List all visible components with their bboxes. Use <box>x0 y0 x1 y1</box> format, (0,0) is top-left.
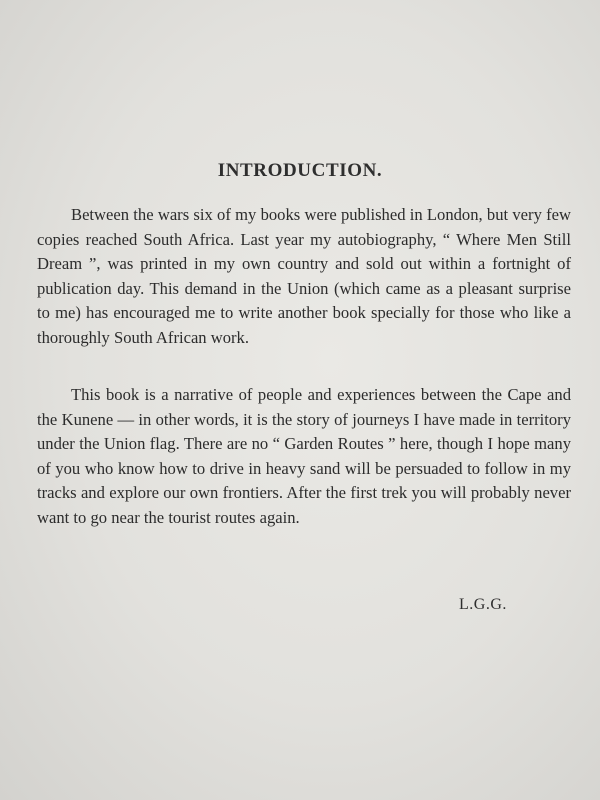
page-title: INTRODUCTION. <box>217 160 383 181</box>
paragraph-1: Between the wars six of my books were published in London, but very few copies reached South Africa. Last year my autobiography, “ Where Men Still Dream ”, was printed in my own country and sold out within a fortnight of publication day. This demand in the Union (which came as a pleasant surprise to me) has encouraged me to write another book specially for those who like a thoroughly South African work. <box>37 205 571 347</box>
author-initials: L.G.G. <box>459 596 507 613</box>
paragraph-2: This book is a narrative of people and experiences between the Cape and the Kunene — in other words, it is the story of journeys I have made in territory under the Union flag. There are no “ Garden Routes ” here, though I hope many of you who know how to drive in heavy sand will be persuaded to follow in my tracks and explore our own frontiers. After the first trek you will probably never want to go near the tourist routes again. <box>37 385 571 527</box>
